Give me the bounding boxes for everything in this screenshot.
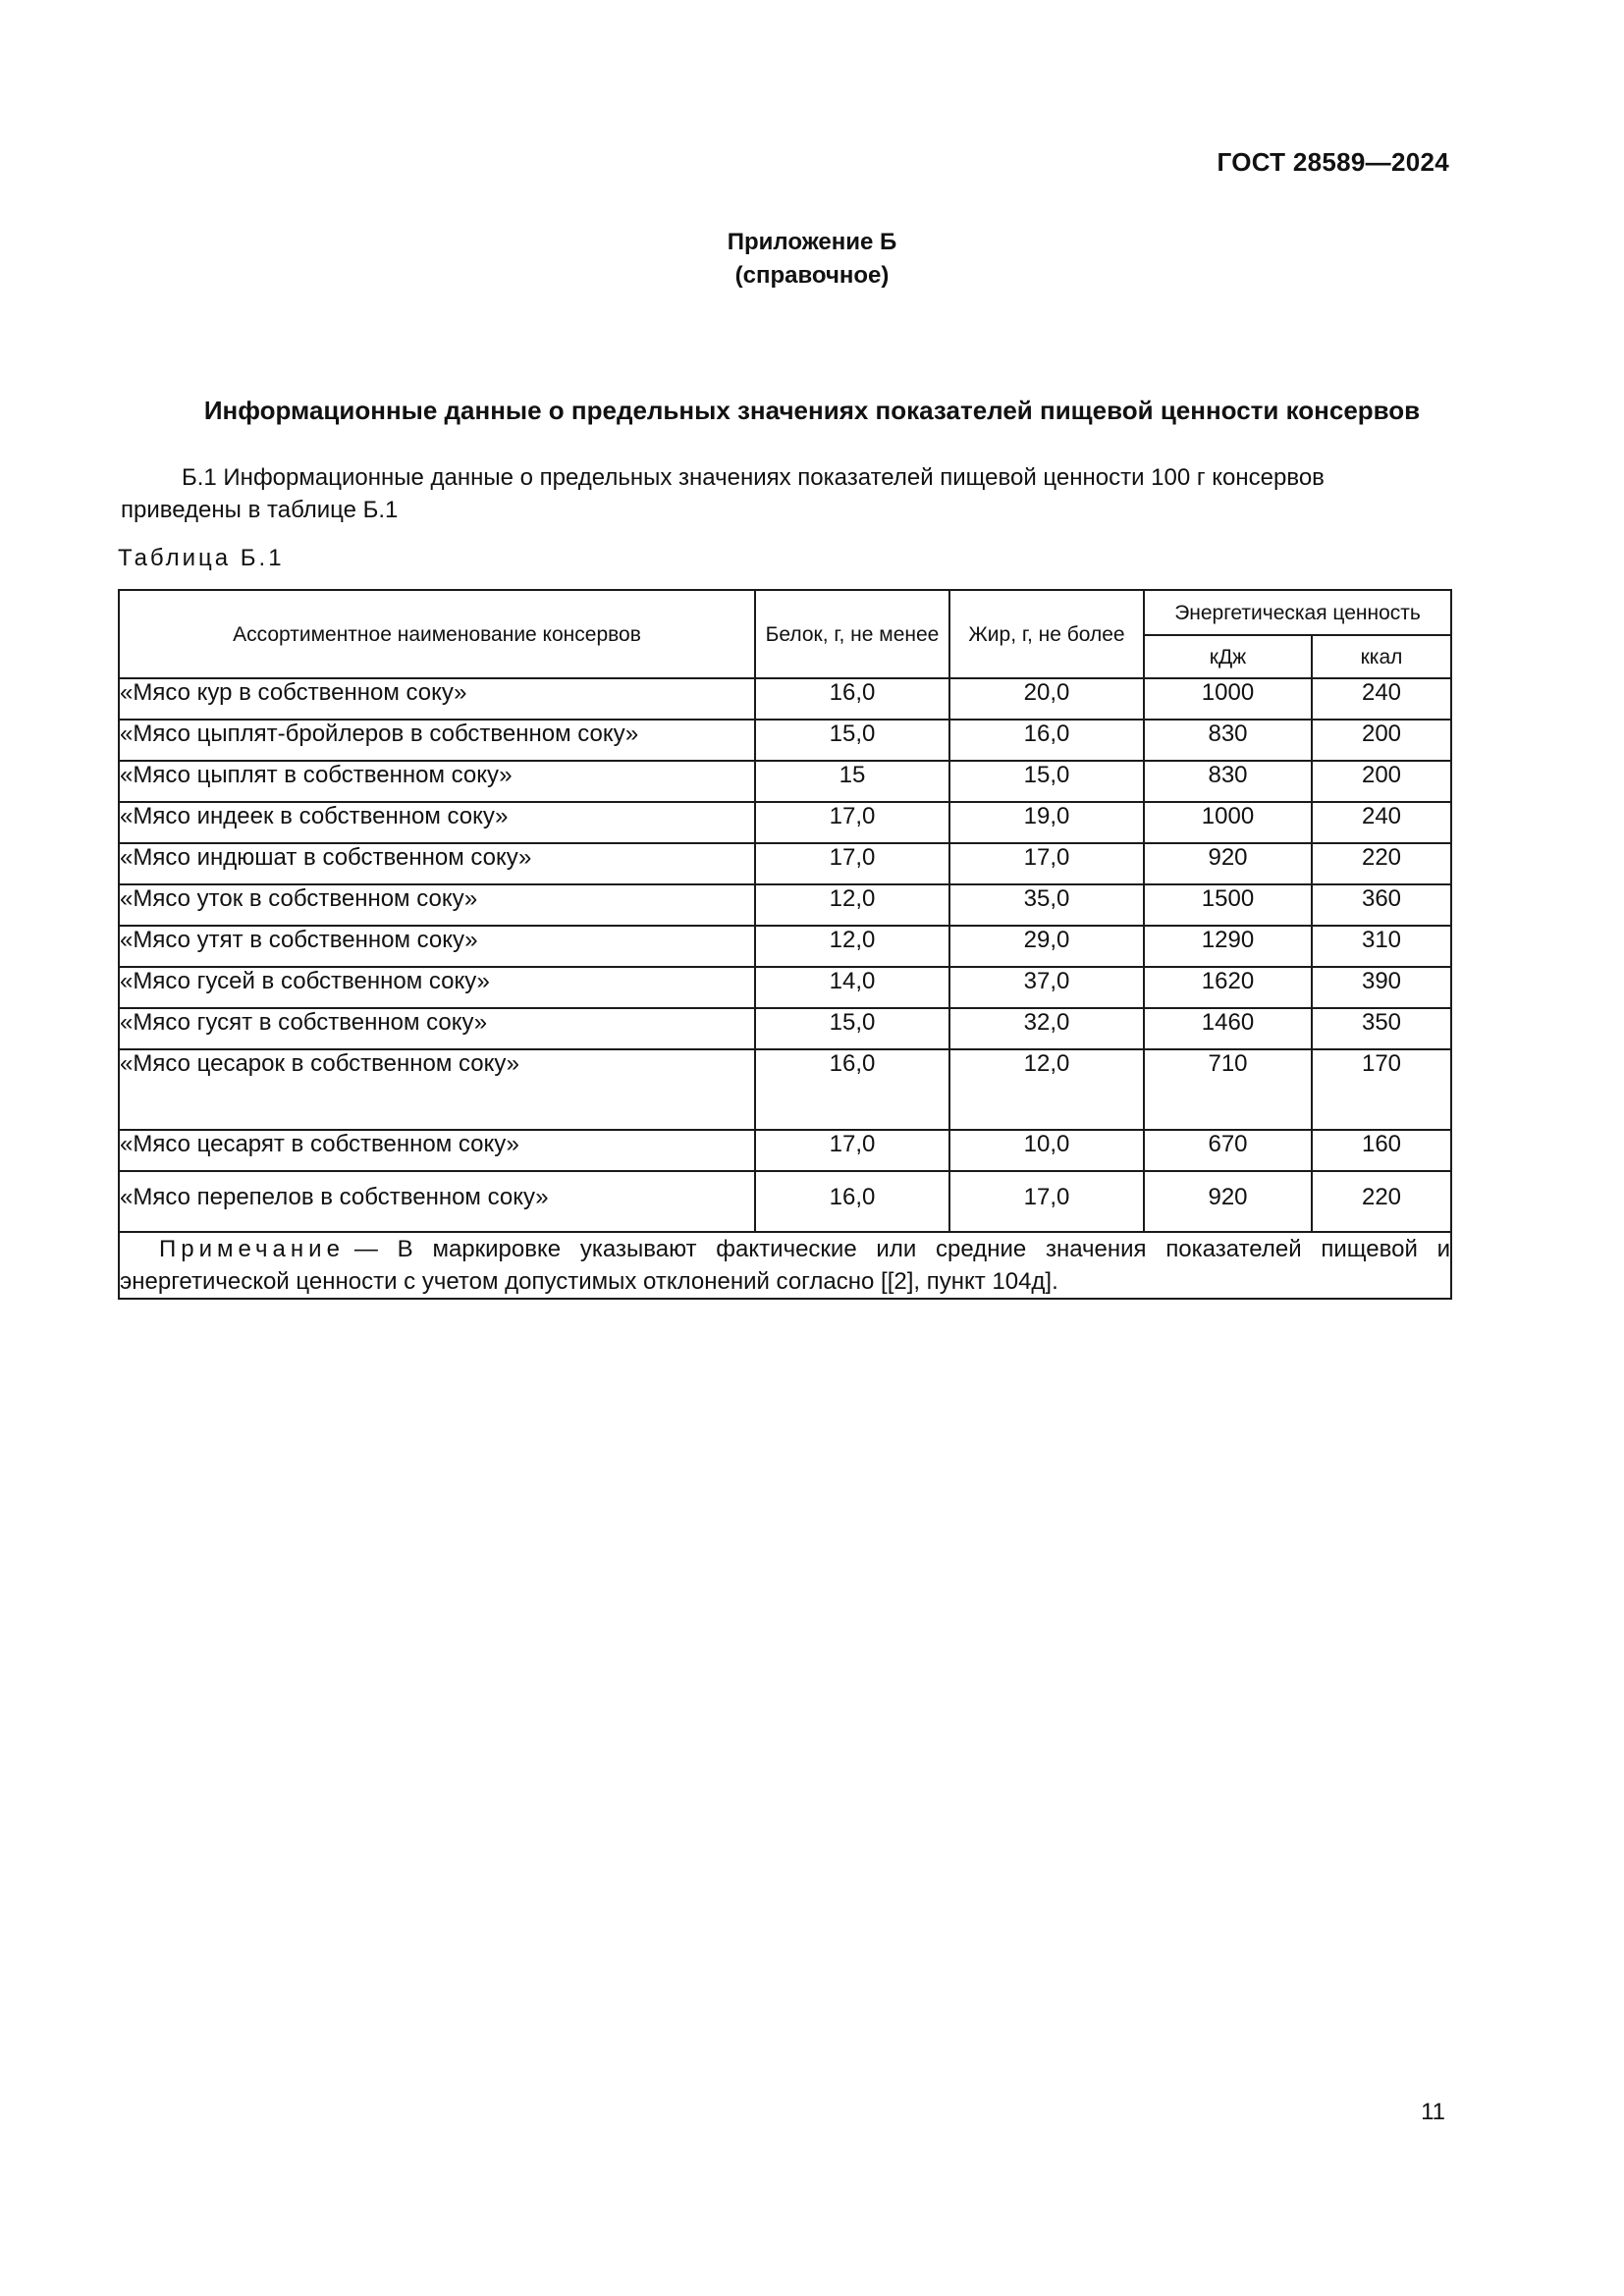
table-row (119, 1130, 1451, 1171)
cell-kcal: 200 (1312, 720, 1451, 761)
cell-protein: 16,0 (755, 1171, 949, 1232)
cell-fat: 35,0 (949, 884, 1144, 926)
cell-protein: 16,0 (755, 678, 949, 720)
cell-kcal: 350 (1312, 1008, 1451, 1049)
cell-name: «Мясо цесарят в собственном соку» (119, 1130, 755, 1171)
cell-kcal: 240 (1312, 678, 1451, 720)
cell-fat: 15,0 (949, 761, 1144, 802)
cell-kcal: 240 (1312, 802, 1451, 843)
table-row (119, 1171, 1451, 1232)
cell-name: «Мясо перепелов в собственном соку» (119, 1171, 755, 1232)
cell-name: «Мясо гусят в собственном соку» (119, 1008, 755, 1049)
cell-kj: 830 (1144, 720, 1312, 761)
nutrition-table (118, 589, 1452, 1300)
cell-kcal: 200 (1312, 761, 1451, 802)
cell-fat: 12,0 (949, 1049, 1144, 1130)
cell-name: «Мясо кур в собственном соку» (119, 678, 755, 720)
cell-kj: 670 (1144, 1130, 1312, 1171)
table-row (119, 884, 1451, 926)
cell-protein: 15,0 (755, 720, 949, 761)
table-note-row (119, 1232, 1451, 1299)
cell-kcal: 170 (1312, 1049, 1451, 1130)
header-energy: Энергетическая ценность (1144, 590, 1451, 635)
cell-kj: 1290 (1144, 926, 1312, 967)
cell-kj: 1000 (1144, 678, 1312, 720)
cell-name: «Мясо уток в собственном соку» (119, 884, 755, 926)
header-protein: Белок, г, не менее (755, 590, 949, 678)
cell-kcal: 390 (1312, 967, 1451, 1008)
header-kj: кДж (1144, 635, 1312, 678)
cell-kj: 920 (1144, 1171, 1312, 1232)
cell-name: «Мясо цесарок в собственном соку» (119, 1049, 755, 1130)
table-row (119, 678, 1451, 720)
cell-protein: 17,0 (755, 843, 949, 884)
cell-name: «Мясо утят в собственном соку» (119, 926, 755, 967)
cell-protein: 14,0 (755, 967, 949, 1008)
cell-fat: 37,0 (949, 967, 1144, 1008)
cell-kj: 830 (1144, 761, 1312, 802)
table-note (119, 1232, 1451, 1299)
appendix-subtitle: (справочное) (734, 262, 890, 289)
cell-kj: 920 (1144, 843, 1312, 884)
intro-paragraph: Б.1 Информационные данные о предельных значениях показателей пищевой ценности 100 г консервов приведены в таблице Б.1 (121, 464, 1325, 523)
cell-protein: 15 (755, 761, 949, 802)
cell-name: «Мясо цыплят в собственном соку» (119, 761, 755, 802)
header-name: Ассортиментное наименование консервов (119, 590, 755, 678)
cell-fat: 29,0 (949, 926, 1144, 967)
document-code: ГОСТ 28589—2024 (1217, 147, 1449, 177)
table-row (119, 1049, 1451, 1130)
appendix-title: Приложение Б (727, 229, 897, 255)
cell-fat: 17,0 (949, 843, 1144, 884)
cell-protein: 16,0 (755, 1049, 949, 1130)
cell-kj: 1500 (1144, 884, 1312, 926)
cell-protein: 15,0 (755, 1008, 949, 1049)
header-kcal: ккал (1312, 635, 1451, 678)
appendix-heading (0, 226, 1624, 293)
cell-kcal: 160 (1312, 1130, 1451, 1171)
header-fat: Жир, г, не более (949, 590, 1144, 678)
cell-kcal: 220 (1312, 843, 1451, 884)
cell-name: «Мясо гусей в собственном соку» (119, 967, 755, 1008)
table-row (119, 761, 1451, 802)
table-header (119, 590, 1451, 678)
page-number: 11 (1421, 2099, 1445, 2125)
cell-fat: 16,0 (949, 720, 1144, 761)
table-row (119, 720, 1451, 761)
cell-name: «Мясо цыплят-бройлеров в собственном соку» (119, 720, 755, 761)
cell-protein: 12,0 (755, 926, 949, 967)
cell-protein: 17,0 (755, 802, 949, 843)
cell-kcal: 220 (1312, 1171, 1451, 1232)
table-row (119, 967, 1451, 1008)
note-label: Примечание (159, 1236, 345, 1262)
cell-name: «Мясо индюшат в собственном соку» (119, 843, 755, 884)
table-row (119, 843, 1451, 884)
table-caption: Таблица Б.1 (118, 545, 285, 571)
cell-fat: 17,0 (949, 1171, 1144, 1232)
cell-fat: 20,0 (949, 678, 1144, 720)
cell-kj: 1620 (1144, 967, 1312, 1008)
cell-kcal: 360 (1312, 884, 1451, 926)
cell-name: «Мясо индеек в собственном соку» (119, 802, 755, 843)
cell-fat: 32,0 (949, 1008, 1144, 1049)
section-title: Информационные данные о предельных значениях показателей пищевой ценности консервов (203, 396, 1421, 425)
cell-protein: 17,0 (755, 1130, 949, 1171)
cell-kj: 1460 (1144, 1008, 1312, 1049)
cell-protein: 12,0 (755, 884, 949, 926)
note-text: — В маркировке указывают фактические или средние значения показателей пищевой и энергетической ценности с учетом допустимых отклонений согласно [[2], пункт 104д]. (120, 1236, 1451, 1295)
table-row (119, 926, 1451, 967)
table-row (119, 802, 1451, 843)
cell-kj: 710 (1144, 1049, 1312, 1130)
cell-kcal: 310 (1312, 926, 1451, 967)
cell-fat: 19,0 (949, 802, 1144, 843)
table-row (119, 1008, 1451, 1049)
cell-fat: 10,0 (949, 1130, 1144, 1171)
cell-kj: 1000 (1144, 802, 1312, 843)
